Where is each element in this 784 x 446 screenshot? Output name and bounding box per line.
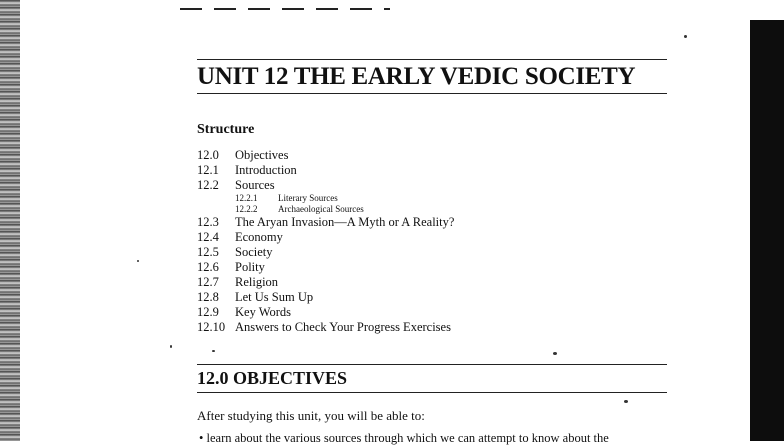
scan-speck	[624, 400, 628, 403]
objective-bullet: • learn about the various sources through which we can attempt to know about the	[199, 431, 609, 445]
objectives-top-rule	[197, 364, 667, 365]
toc-item	[197, 245, 454, 260]
toc-label: Answers to Check Your Progress Exercises	[235, 320, 451, 334]
scan-speck	[553, 352, 557, 355]
toc-label: Literary Sources	[278, 193, 338, 203]
toc-subitem	[197, 193, 454, 204]
title-bottom-rule	[197, 93, 667, 94]
structure-list	[197, 148, 454, 335]
scan-edge-left	[0, 0, 20, 441]
toc-subitem	[197, 204, 454, 215]
scan-speck	[684, 35, 687, 38]
toc-label: The Aryan Invasion—A Myth or A Reality?	[235, 215, 455, 229]
toc-item	[197, 230, 454, 245]
objectives-heading: 12.0 OBJECTIVES	[197, 368, 348, 388]
toc-label: Objectives	[235, 148, 289, 162]
toc-item	[197, 215, 454, 230]
scan-speck	[170, 345, 172, 348]
toc-number: 12.7	[197, 275, 219, 289]
toc-number: 12.2.2	[235, 204, 258, 214]
toc-label: Let Us Sum Up	[235, 290, 314, 304]
title-top-rule	[197, 59, 667, 60]
toc-label: Society	[235, 245, 273, 259]
toc-item	[197, 275, 454, 290]
toc-label: Key Words	[235, 305, 292, 319]
toc-item	[197, 305, 454, 320]
toc-item	[197, 290, 454, 305]
toc-item	[197, 178, 454, 193]
toc-number: 12.2	[197, 178, 219, 192]
unit-title: UNIT 12 THE EARLY VEDIC SOCIETY	[197, 63, 636, 90]
top-dash-marks	[180, 8, 390, 10]
scan-speck	[212, 350, 215, 352]
toc-label: Archaeological Sources	[278, 204, 364, 214]
scan-edge-right	[750, 20, 784, 441]
objectives-intro: After studying this unit, you will be able to:	[197, 408, 425, 423]
toc-label: Sources	[235, 178, 275, 192]
toc-label: Introduction	[235, 163, 297, 177]
toc-number: 12.9	[197, 305, 219, 319]
toc-number: 12.3	[197, 215, 219, 229]
toc-number: 12.0	[197, 148, 219, 162]
toc-label: Religion	[235, 275, 279, 289]
toc-number: 12.4	[197, 230, 219, 244]
toc-number: 12.1	[197, 163, 219, 177]
toc-number: 12.5	[197, 245, 219, 259]
toc-label: Economy	[235, 230, 283, 244]
toc-number: 12.8	[197, 290, 219, 304]
toc-item	[197, 163, 454, 178]
toc-label: Polity	[235, 260, 265, 274]
structure-heading: Structure	[197, 122, 255, 137]
objectives-bottom-rule	[197, 392, 667, 393]
toc-number: 12.2.1	[235, 193, 258, 203]
toc-item	[197, 148, 454, 163]
toc-number: 12.10	[197, 320, 226, 334]
scan-speck	[137, 260, 139, 262]
toc-item	[197, 320, 454, 335]
toc-number: 12.6	[197, 260, 219, 274]
toc-item	[197, 260, 454, 275]
